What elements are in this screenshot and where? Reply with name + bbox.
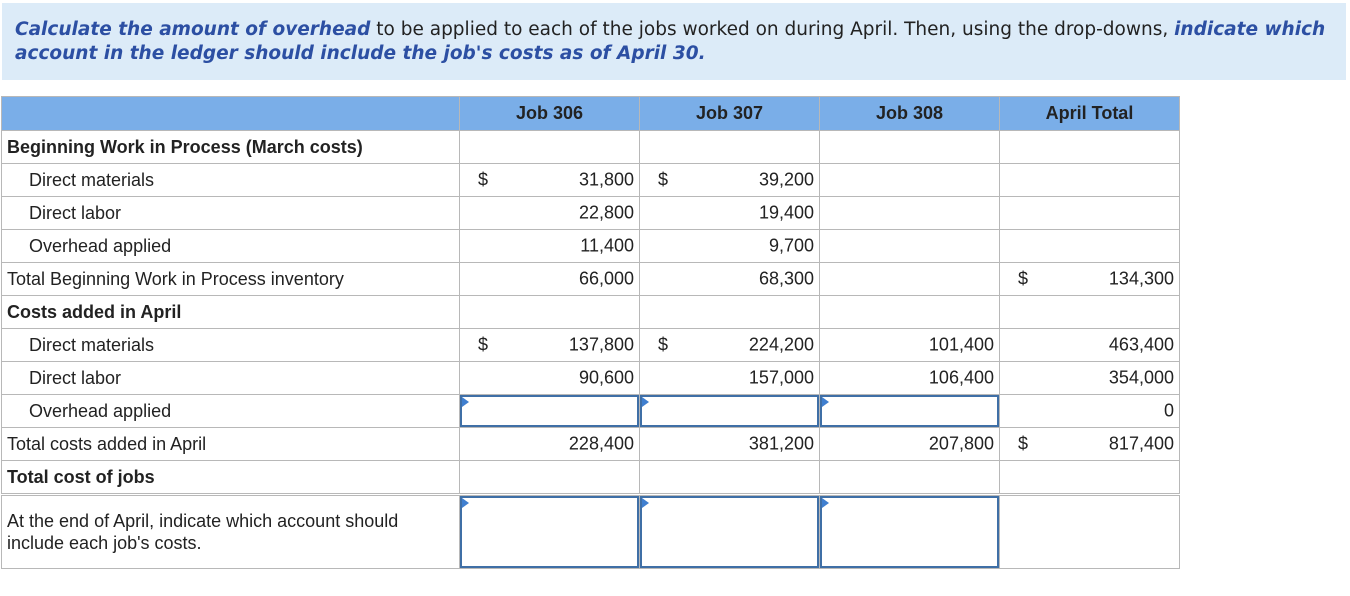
currency-sign: $ — [1018, 268, 1029, 289]
table-row — [2, 395, 1180, 428]
table-row — [2, 362, 1180, 395]
account-dropdown-job306[interactable] — [460, 496, 639, 568]
instruction-text: to be applied to each of the jobs worked on during April. Then, using the drop-downs, — [370, 19, 1175, 40]
row-label-ca-overhead: Overhead applied — [2, 395, 460, 428]
row-label-bw-direct-labor: Direct labor — [2, 197, 460, 230]
value-ca-dm-job306: 137,800 — [568, 334, 634, 355]
section-label-total-cost-of-jobs: Total cost of jobs — [2, 461, 460, 494]
overhead-input-job306[interactable] — [460, 395, 639, 427]
value-bw-dm-job307: 39,200 — [758, 169, 814, 190]
instruction-banner — [2, 3, 1346, 80]
account-dropdown-job307[interactable] — [640, 496, 819, 568]
instruction-emphasis-2: indicate which account in the ledger should include the job's costs as of April 30. — [15, 19, 1326, 64]
account-selection-row — [2, 496, 1180, 569]
row-label-ca-total: Total costs added in April — [2, 428, 460, 461]
currency-sign: $ — [478, 334, 489, 355]
value-ca-total-job306: 228,400 — [568, 433, 634, 454]
section-row-beginning-wip — [2, 131, 1180, 164]
dropdown-marker-icon — [642, 397, 649, 407]
value-bw-total-april: 134,300 — [1108, 268, 1174, 289]
table-row — [2, 428, 1180, 461]
column-header-job-308: Job 308 — [820, 97, 1000, 131]
value-bw-total-job307: 68,300 — [758, 268, 814, 289]
row-label-bw-direct-materials: Direct materials — [2, 164, 460, 197]
currency-sign: $ — [1018, 433, 1029, 454]
column-header-job-306: Job 306 — [460, 97, 640, 131]
value-ca-total-april: 817,400 — [1108, 433, 1174, 454]
section-label-beginning-wip: Beginning Work in Process (March costs) — [2, 131, 460, 164]
dropdown-marker-icon — [822, 397, 829, 407]
row-label-bw-total: Total Beginning Work in Process inventory — [2, 263, 460, 296]
dropdown-marker-icon — [822, 498, 829, 508]
job-cost-worksheet — [1, 96, 1180, 569]
value-bw-oh-job306: 11,400 — [580, 235, 634, 256]
column-header-job-307: Job 307 — [640, 97, 820, 131]
value-ca-dl-april: 354,000 — [1108, 367, 1174, 388]
value-bw-dl-job307: 19,400 — [758, 202, 814, 223]
dropdown-marker-icon — [462, 397, 469, 407]
value-ca-dl-job308: 106,400 — [928, 367, 994, 388]
table-row — [2, 164, 1180, 197]
table-row — [2, 197, 1180, 230]
table-row — [2, 263, 1180, 296]
table-row — [2, 230, 1180, 263]
row-label-ca-direct-materials: Direct materials — [2, 329, 460, 362]
row-label-account-prompt: At the end of April, indicate which account should include each job's costs. — [2, 496, 460, 569]
value-bw-dl-job306: 22,800 — [578, 202, 634, 223]
dropdown-marker-icon — [462, 498, 469, 508]
value-bw-oh-job307: 9,700 — [768, 235, 814, 256]
account-dropdown-job308[interactable] — [820, 496, 999, 568]
value-bw-dm-job306: 31,800 — [578, 169, 634, 190]
instruction-emphasis-1: Calculate the amount of overhead — [15, 19, 371, 40]
header-row — [2, 97, 1180, 131]
row-label-bw-overhead: Overhead applied — [2, 230, 460, 263]
section-row-costs-added — [2, 296, 1180, 329]
value-bw-total-job306: 66,000 — [578, 268, 634, 289]
value-ca-dm-job307: 224,200 — [748, 334, 814, 355]
overhead-input-job308[interactable] — [820, 395, 999, 427]
value-ca-dl-job306: 90,600 — [578, 367, 634, 388]
value-ca-total-job307: 381,200 — [748, 433, 814, 454]
value-ca-dm-job308: 101,400 — [928, 334, 994, 355]
section-label-costs-added: Costs added in April — [2, 296, 460, 329]
header-corner — [2, 97, 460, 131]
value-ca-dl-job307: 157,000 — [748, 367, 814, 388]
value-ca-oh-april: 0 — [1163, 400, 1174, 421]
row-label-ca-direct-labor: Direct labor — [2, 362, 460, 395]
currency-sign: $ — [478, 169, 489, 190]
table-row — [2, 329, 1180, 362]
dropdown-marker-icon — [642, 498, 649, 508]
currency-sign: $ — [658, 334, 669, 355]
value-ca-dm-april: 463,400 — [1108, 334, 1174, 355]
value-ca-total-job308: 207,800 — [928, 433, 994, 454]
currency-sign: $ — [658, 169, 669, 190]
column-header-april-total: April Total — [1000, 97, 1180, 131]
overhead-input-job307[interactable] — [640, 395, 819, 427]
section-row-total-cost — [2, 461, 1180, 494]
